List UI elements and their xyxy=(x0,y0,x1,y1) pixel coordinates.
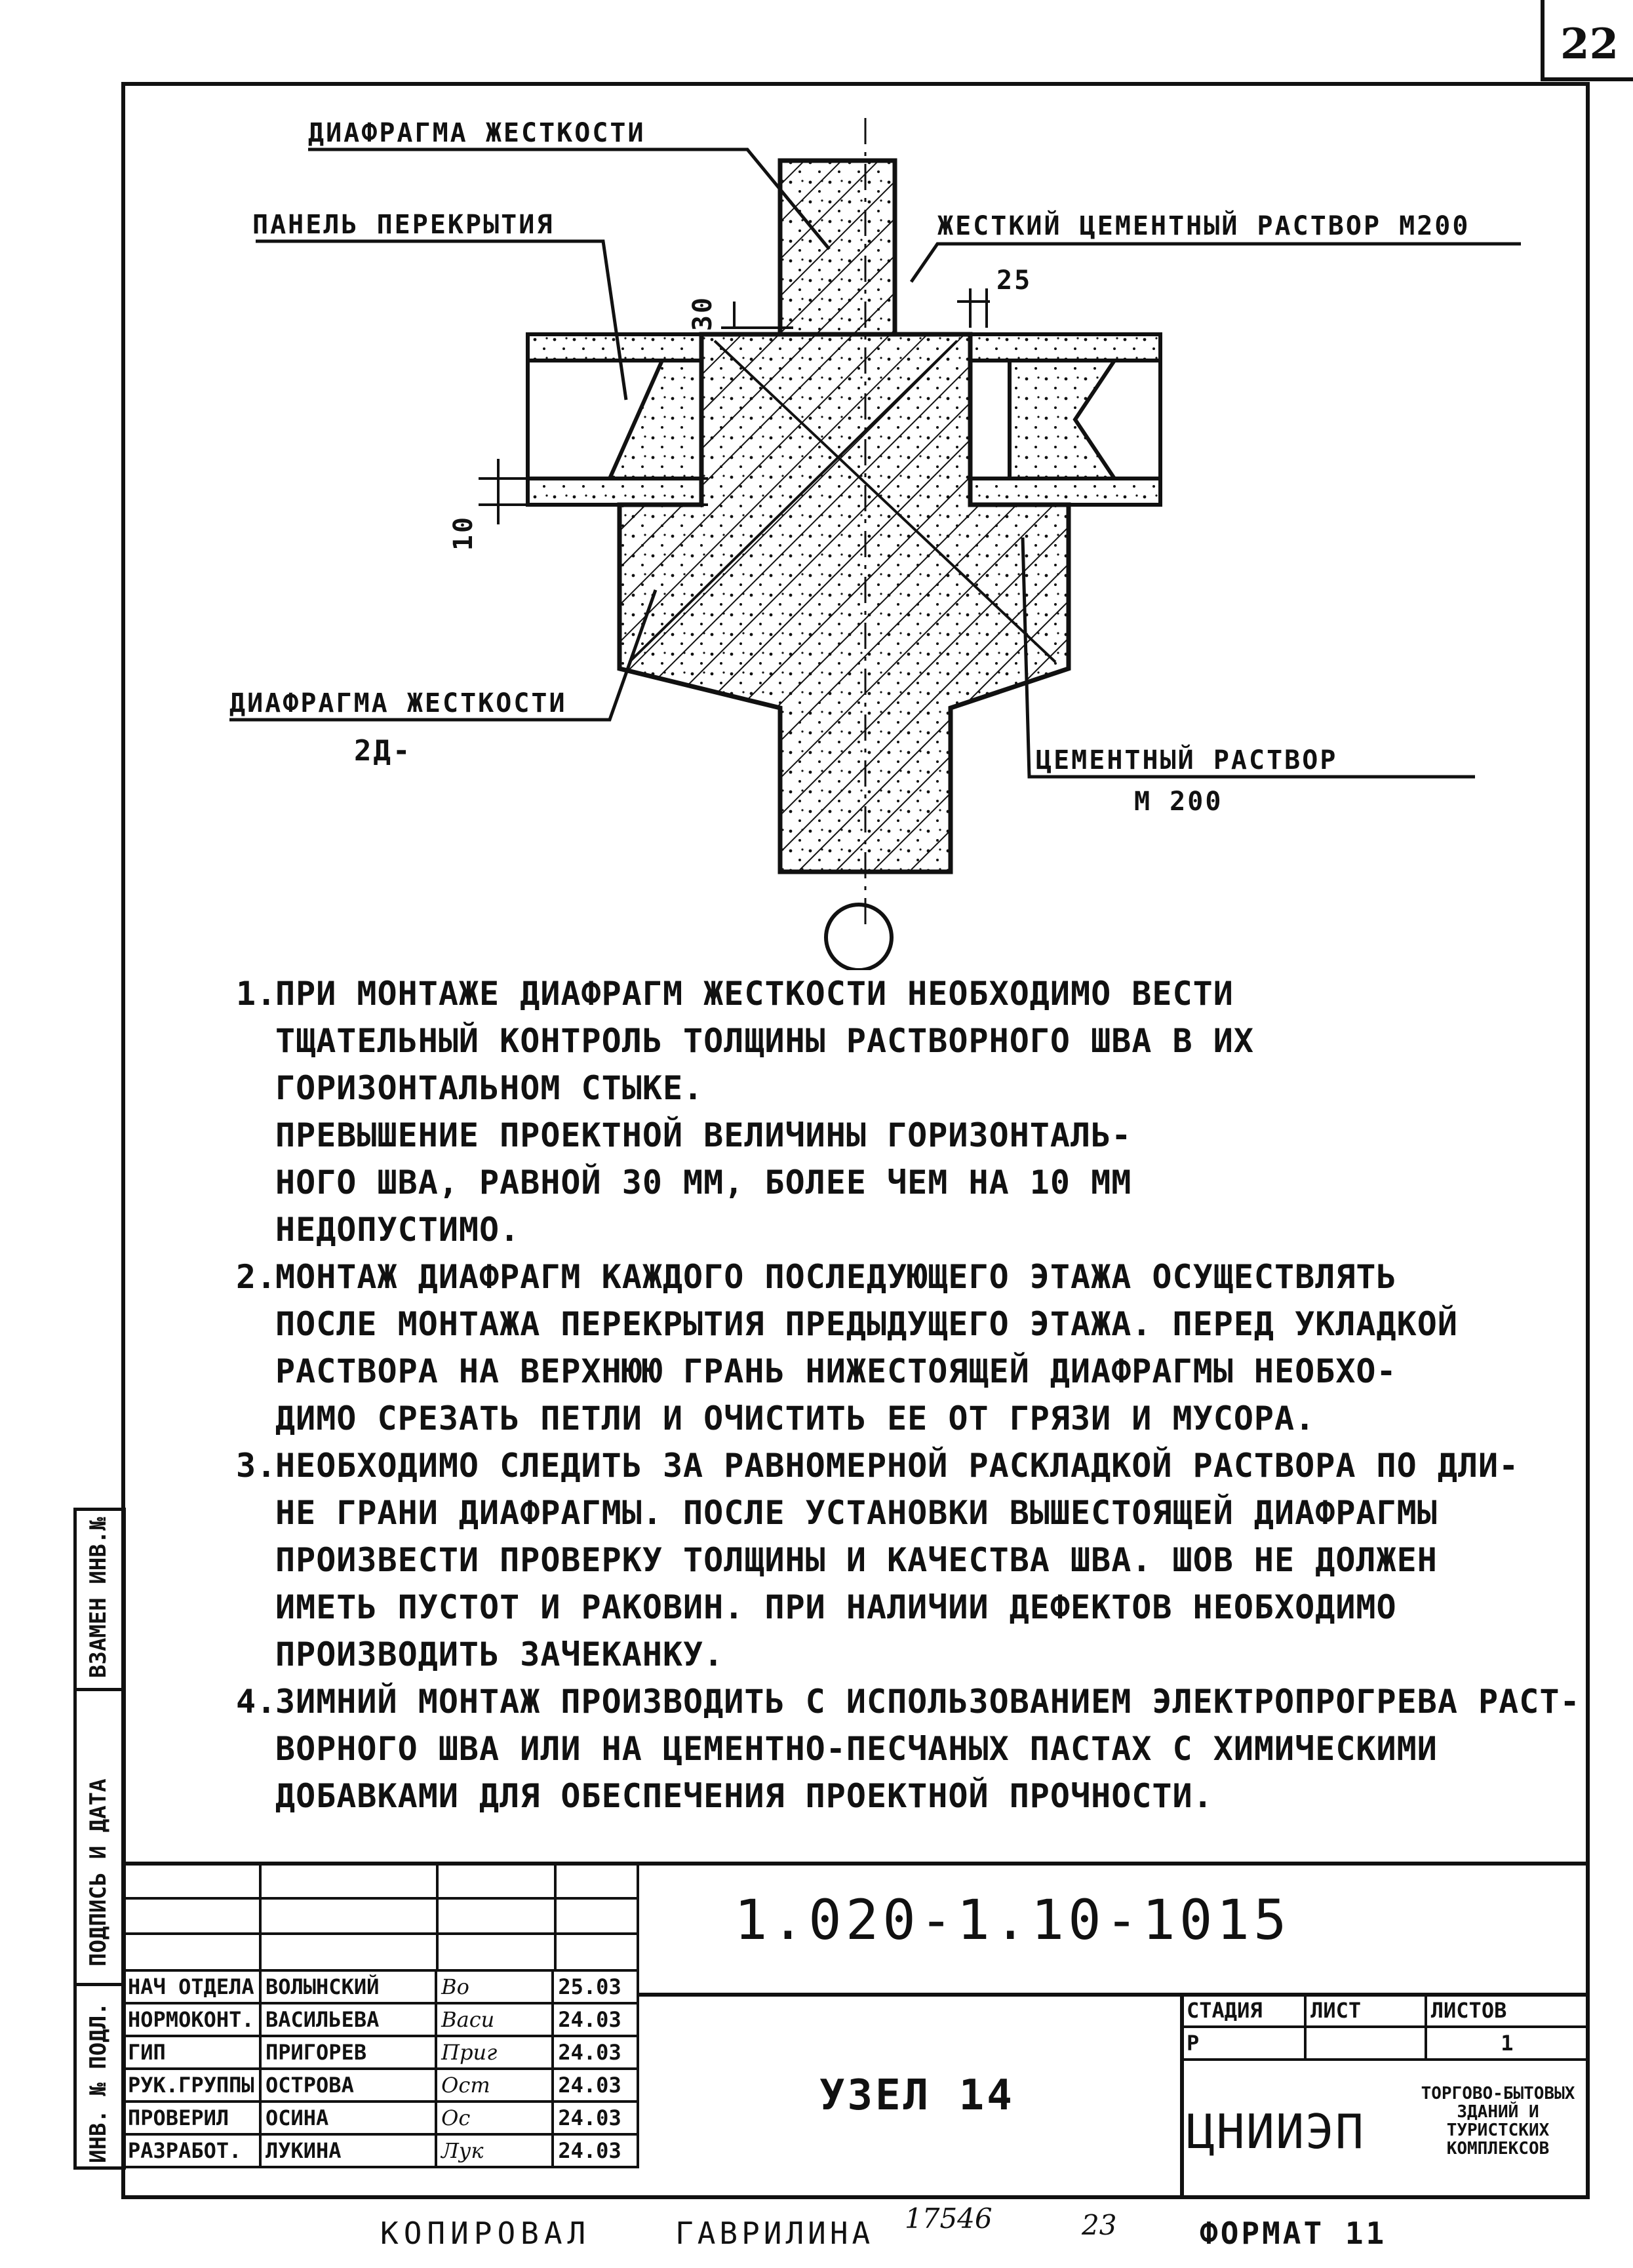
role-cell: НОРМОКОНТ. xyxy=(123,2003,260,2036)
stage-header: СТАДИЯ xyxy=(1181,1994,1305,2027)
sheet-header: ЛИСТ xyxy=(1305,1994,1426,2027)
signature-cell: Ос xyxy=(436,2102,553,2134)
sheet-value xyxy=(1305,2027,1426,2060)
note-2 xyxy=(236,1253,1534,1442)
note-line: НОГО ШВА, РАВНОЙ 30 ММ, БОЛЕЕ ЧЕМ НА 10 ММ xyxy=(275,1163,1132,1202)
note-line: ГОРИЗОНТАЛЬНОМ СТЫКЕ. xyxy=(275,1069,704,1107)
axis-circle xyxy=(826,905,892,970)
note-number: 2. xyxy=(236,1258,277,1296)
note-1 xyxy=(236,970,1534,1253)
org-subtitle: ТОРГОВО-БЫТОВЫХ ЗДАНИЙ И ТУРИСТСКИХ КОМПЛЕКСОВ xyxy=(1421,2084,1575,2159)
name-cell: ВАСИЛЬЕВА xyxy=(260,2003,436,2036)
table-row xyxy=(123,2036,638,2069)
signature-cell: Васи xyxy=(436,2003,553,2036)
stage-table xyxy=(1180,1993,1590,2061)
label-floor-panel: ПАНЕЛЬ ПЕРЕКРЫТИЯ xyxy=(252,210,555,240)
note-line: ПОСЛЕ МОНТАЖА ПЕРЕКРЫТИЯ ПРЕДЫДУЩЕГО ЭТАЖА. ПЕРЕД УКЛАДКОЙ xyxy=(275,1305,1458,1343)
page-number: 22 xyxy=(1560,20,1619,69)
footer-format: ФОРМАТ 11 xyxy=(1200,2216,1387,2251)
doc-code: 1.020-1.10-1015 xyxy=(734,1888,1291,1952)
dim-10: 10 xyxy=(448,515,479,551)
note-line: РАСТВОРА НА ВЕРХНЮЮ ГРАНЬ НИЖЕСТОЯЩЕЙ ДИАФРАГМЫ НЕОБХО- xyxy=(275,1352,1397,1390)
name-cell: ЛУКИНА xyxy=(260,2134,436,2167)
sheet-name: УЗЕЛ 14 xyxy=(819,2071,1015,2120)
signature-table xyxy=(121,1969,639,2168)
role-cell: РАЗРАБОТ. xyxy=(123,2134,260,2167)
note-line: ТЩАТЕЛЬНЫЙ КОНТРОЛЬ ТОЛЩИНЫ РАСТВОРНОГО ШВА В ИХ xyxy=(275,1022,1254,1060)
table-row xyxy=(1181,2027,1588,2060)
label-mortar: ЦЕМЕНТНЫЙ РАСТВОР xyxy=(1036,745,1338,775)
name-cell: ВОЛЫНСКИЙ xyxy=(260,1970,436,2003)
date-cell: 24.03 xyxy=(553,2069,638,2102)
note-line: ПРОИЗВОДИТЬ ЗАЧЕКАНКУ. xyxy=(275,1635,724,1673)
label-diaphragm-top: ДИАФРАГМА ЖЕСТКОСТИ xyxy=(308,118,646,148)
note-line: ИМЕТЬ ПУСТОТ И РАКОВИН. ПРИ НАЛИЧИИ ДЕФЕКТОВ НЕОБХОДИМО xyxy=(275,1588,1397,1626)
name-cell: ОСТРОВА xyxy=(260,2069,436,2102)
label-hard-mortar: ЖЕСТКИЙ ЦЕМЕНТНЫЙ РАСТВОР М200 xyxy=(937,211,1470,241)
note-3 xyxy=(236,1442,1534,1678)
role-cell: НАЧ ОТДЕЛА xyxy=(123,1970,260,2003)
label-2d: 2Д- xyxy=(354,734,412,768)
note-line: НЕОБХОДИМО СЛЕДИТЬ ЗА РАВНОМЕРНОЙ РАСКЛАДКОЙ РАСТВОРА ПО ДЛИ- xyxy=(275,1447,1520,1485)
date-cell: 24.03 xyxy=(553,2134,638,2167)
name-cell: ОСИНА xyxy=(260,2102,436,2134)
note-line: ПРЕВЫШЕНИЕ ПРОЕКТНОЙ ВЕЛИЧИНЫ ГОРИЗОНТАЛЬ- xyxy=(275,1116,1132,1154)
note-line: ЗИМНИЙ МОНТАЖ ПРОИЗВОДИТЬ С ИСПОЛЬЗОВАНИЕМ ЭЛЕКТРОПРОГРЕВА РАСТ- xyxy=(275,1683,1581,1721)
footer-copied: КОПИРОВАЛ xyxy=(380,2216,591,2251)
signature-cell: Приг xyxy=(436,2036,553,2069)
upper-diaphragm xyxy=(780,161,895,334)
signature-cell: Лук xyxy=(436,2134,553,2167)
date-cell: 24.03 xyxy=(553,2003,638,2036)
signature-cell: Во xyxy=(436,1970,553,2003)
org-name: ЦНИИЭП xyxy=(1187,2104,1366,2159)
label-mortar-grade: М 200 xyxy=(1134,787,1223,817)
notes-block xyxy=(236,970,1581,1820)
stage-value: Р xyxy=(1181,2027,1305,2060)
date-cell: 24.03 xyxy=(553,2102,638,2134)
note-number: 4. xyxy=(236,1683,277,1721)
table-row xyxy=(123,2134,638,2167)
note-line: ПРОИЗВЕСТИ ПРОВЕРКУ ТОЛЩИНЫ И КАЧЕСТВА ШВА. ШОВ НЕ ДОЛЖЕН xyxy=(275,1541,1438,1579)
stamp-empty-rows xyxy=(121,1862,639,1969)
signature-cell: Ост xyxy=(436,2069,553,2102)
floor-panel-right xyxy=(970,334,1160,505)
role-cell: ПРОВЕРИЛ xyxy=(123,2102,260,2134)
note-line: МОНТАЖ ДИАФРАГМ КАЖДОГО ПОСЛЕДУЮЩЕГО ЭТАЖА ОСУЩЕСТВЛЯТЬ xyxy=(275,1258,1397,1296)
sheets-header: ЛИСТОВ xyxy=(1426,1994,1588,2027)
dim-25: 25 xyxy=(996,265,1033,296)
table-row xyxy=(1181,1994,1588,2027)
note-line: НЕДОПУСТИМО. xyxy=(275,1211,521,1249)
joint-drawing xyxy=(0,0,1633,970)
table-row xyxy=(123,2003,638,2036)
footer-num1: 17546 xyxy=(905,2202,993,2235)
date-cell: 24.03 xyxy=(553,2036,638,2069)
note-number: 3. xyxy=(236,1447,277,1485)
dim-30: 30 xyxy=(688,295,718,332)
note-line: НЕ ГРАНИ ДИАФРАГМЫ. ПОСЛЕ УСТАНОВКИ ВЫШЕСТОЯЩЕЙ ДИАФРАГМЫ xyxy=(275,1494,1438,1532)
side-replace: ВЗАМЕН ИНВ.№ xyxy=(85,1517,111,1678)
role-cell: ГИП xyxy=(123,2036,260,2069)
footer-num2: 23 xyxy=(1082,2209,1117,2241)
note-line: ВОРНОГО ШВА ИЛИ НА ЦЕМЕНТНО-ПЕСЧАНЫХ ПАСТАХ С ХИМИЧЕСКИМИ xyxy=(275,1730,1438,1768)
note-line: ДОБАВКАМИ ДЛЯ ОБЕСПЕЧЕНИЯ ПРОЕКТНОЙ ПРОЧНОСТИ. xyxy=(275,1777,1213,1815)
name-cell: ПРИГОРЕВ xyxy=(260,2036,436,2069)
side-inv-orig: ИНВ. № ПОДЛ. xyxy=(85,2002,111,2163)
note-line: ДИМО СРЕЗАТЬ ПЕТЛИ И ОЧИСТИТЬ ЕЕ ОТ ГРЯЗИ И МУСОРА. xyxy=(275,1399,1316,1437)
table-row xyxy=(123,1970,638,2003)
note-4 xyxy=(236,1678,1581,1820)
label-diaphragm-bottom: ДИАФРАГМА ЖЕСТКОСТИ xyxy=(229,688,567,718)
table-row xyxy=(123,2069,638,2102)
footer-copier: ГАВРИЛИНА xyxy=(675,2216,875,2251)
side-sign-date: ПОДПИСЬ И ДАТА xyxy=(85,1778,111,1966)
role-cell: РУК.ГРУППЫ xyxy=(123,2069,260,2102)
date-cell: 25.03 xyxy=(553,1970,638,2003)
note-number: 1. xyxy=(236,975,277,1013)
sheets-value: 1 xyxy=(1426,2027,1588,2060)
table-row xyxy=(123,2102,638,2134)
note-line: ПРИ МОНТАЖЕ ДИАФРАГМ ЖЕСТКОСТИ НЕОБХОДИМО ВЕСТИ xyxy=(275,975,1234,1013)
